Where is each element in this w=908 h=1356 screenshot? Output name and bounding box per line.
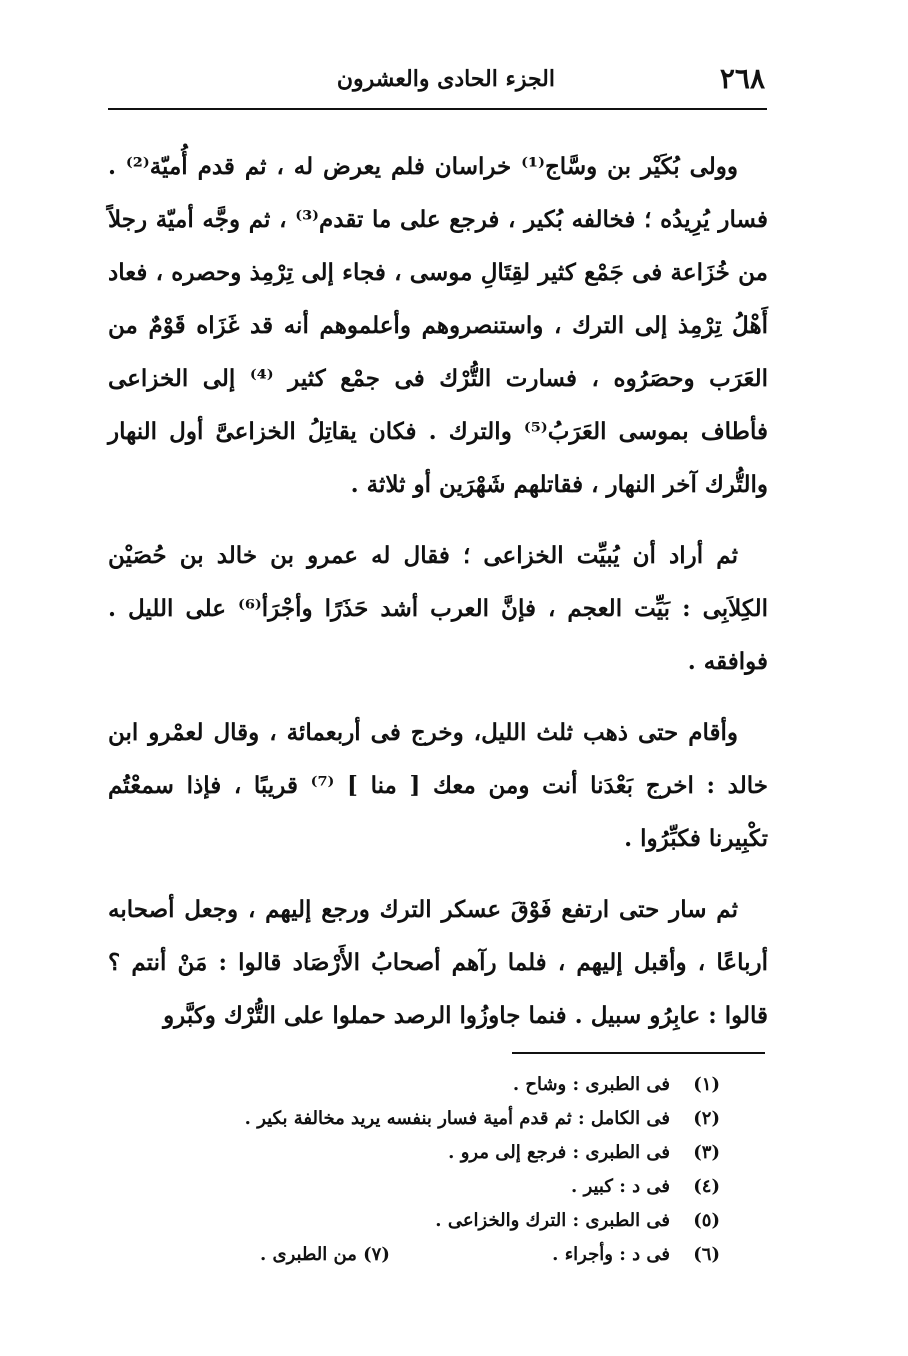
footnote	[240, 1068, 720, 1102]
running-title: الجزء الحادى والعشرون	[336, 66, 555, 92]
footnote	[240, 1238, 720, 1272]
footnote-text: فى الطبرى : الترك والخزاعى .	[435, 1210, 670, 1231]
paragraph: وأقام حتى ذهب ثلث الليل، وخرج فى أربعمائة ، وقال لعمْرو ابن خالد : اخرج بَعْدَنا أنت ومن معك [ منا ] ⁽⁷⁾ قريبًا ، فإذا سمعْتُم تكْبِيرنا فكبِّرُوا .	[108, 719, 768, 852]
footnote-text: فى د : وأجراء .	[552, 1244, 670, 1265]
footnote-number: (٦)	[693, 1244, 720, 1265]
page-number: ٢٦٨	[719, 62, 765, 95]
footnote-number: (٣)	[693, 1142, 720, 1163]
footnote-text: من الطبرى .	[260, 1244, 357, 1265]
footnote	[240, 1102, 720, 1136]
footnotes	[240, 1068, 720, 1272]
footnote-number: (٥)	[693, 1210, 720, 1231]
page-header	[110, 62, 765, 102]
footnote-number: (٢)	[693, 1108, 720, 1129]
main-text	[108, 140, 768, 1042]
footnote-text: فى د : كبير .	[571, 1176, 670, 1197]
footnote-text: فى الكامل : ثم قدم أمية فسار بنفسه يريد مخالفة بكير .	[244, 1108, 670, 1129]
paragraph: وولى بُكَيْر بن وسَّاج⁽¹⁾ خراسان فلم يعرض له ، ثم قدم أُميّة⁽²⁾ . فسار يُرِيدُه ؛ فخالفه بُكير ، فرجع على ما تقدم⁽³⁾ ، ثم وجَّه أميّة رجلاً من خُزَاعة فى جَمْع كثير لقِتَالِ موسى ، فجاء إلى تِرْمِذ وحصره ، فعاد أَهْلُ تِرْمِذ إلى الترك ، واستنصروهم وأعلموهم أنه قد غَزَاه قَوْمٌ من العَرَب وحصَرُوه ، فسارت التُّرْك فى جمْع كثير ⁽⁴⁾ إلى الخزاعى فأطاف بموسى العَرَبُ⁽⁵⁾ والترك . فكان يقاتِلُ الخزاعىَّ أول النهار والتُّرك آخر النهار ، فقاتلهم شَهْرَين أو ثلاثة .	[108, 153, 769, 498]
header-rule	[108, 108, 767, 110]
footnote	[240, 1204, 720, 1238]
footnote	[240, 1136, 720, 1170]
paragraph: ثم أراد أن يُبيِّت الخزاعى ؛ فقال له عمرو بن خالد بن حُصَيْن الكِلاَبِى : بَيِّت العجم ، فإنَّ العرب أشد حَذَرًا وأجْرَأ⁽⁶⁾ على الليل . فوافقه .	[108, 542, 768, 675]
paragraph: ثم سار حتى ارتفع فَوْقَ عسكر الترك ورجع إليهم ، وجعل أصحابه أرباعًا ، وأقبل إليهم ، فلما رآهم أصحابُ الأَرْصَاد قالوا : مَنْ أنتم ؟ قالوا : عابِرُو سبيل . فنما جاوزُوا الرصد حملوا على التُّرْك وكبَّرو	[108, 896, 768, 1029]
footnote	[260, 1238, 390, 1272]
footnote-number: (٧)	[363, 1244, 390, 1265]
footnote-text: فى الطبرى : فرجع إلى مرو .	[448, 1142, 670, 1163]
footnote-number: (٤)	[693, 1176, 720, 1197]
footnote-number: (١)	[693, 1074, 720, 1095]
footnote	[240, 1170, 720, 1204]
footnote-text: فى الطبرى : وشاح .	[512, 1074, 670, 1095]
footnote-rule	[512, 1052, 765, 1054]
